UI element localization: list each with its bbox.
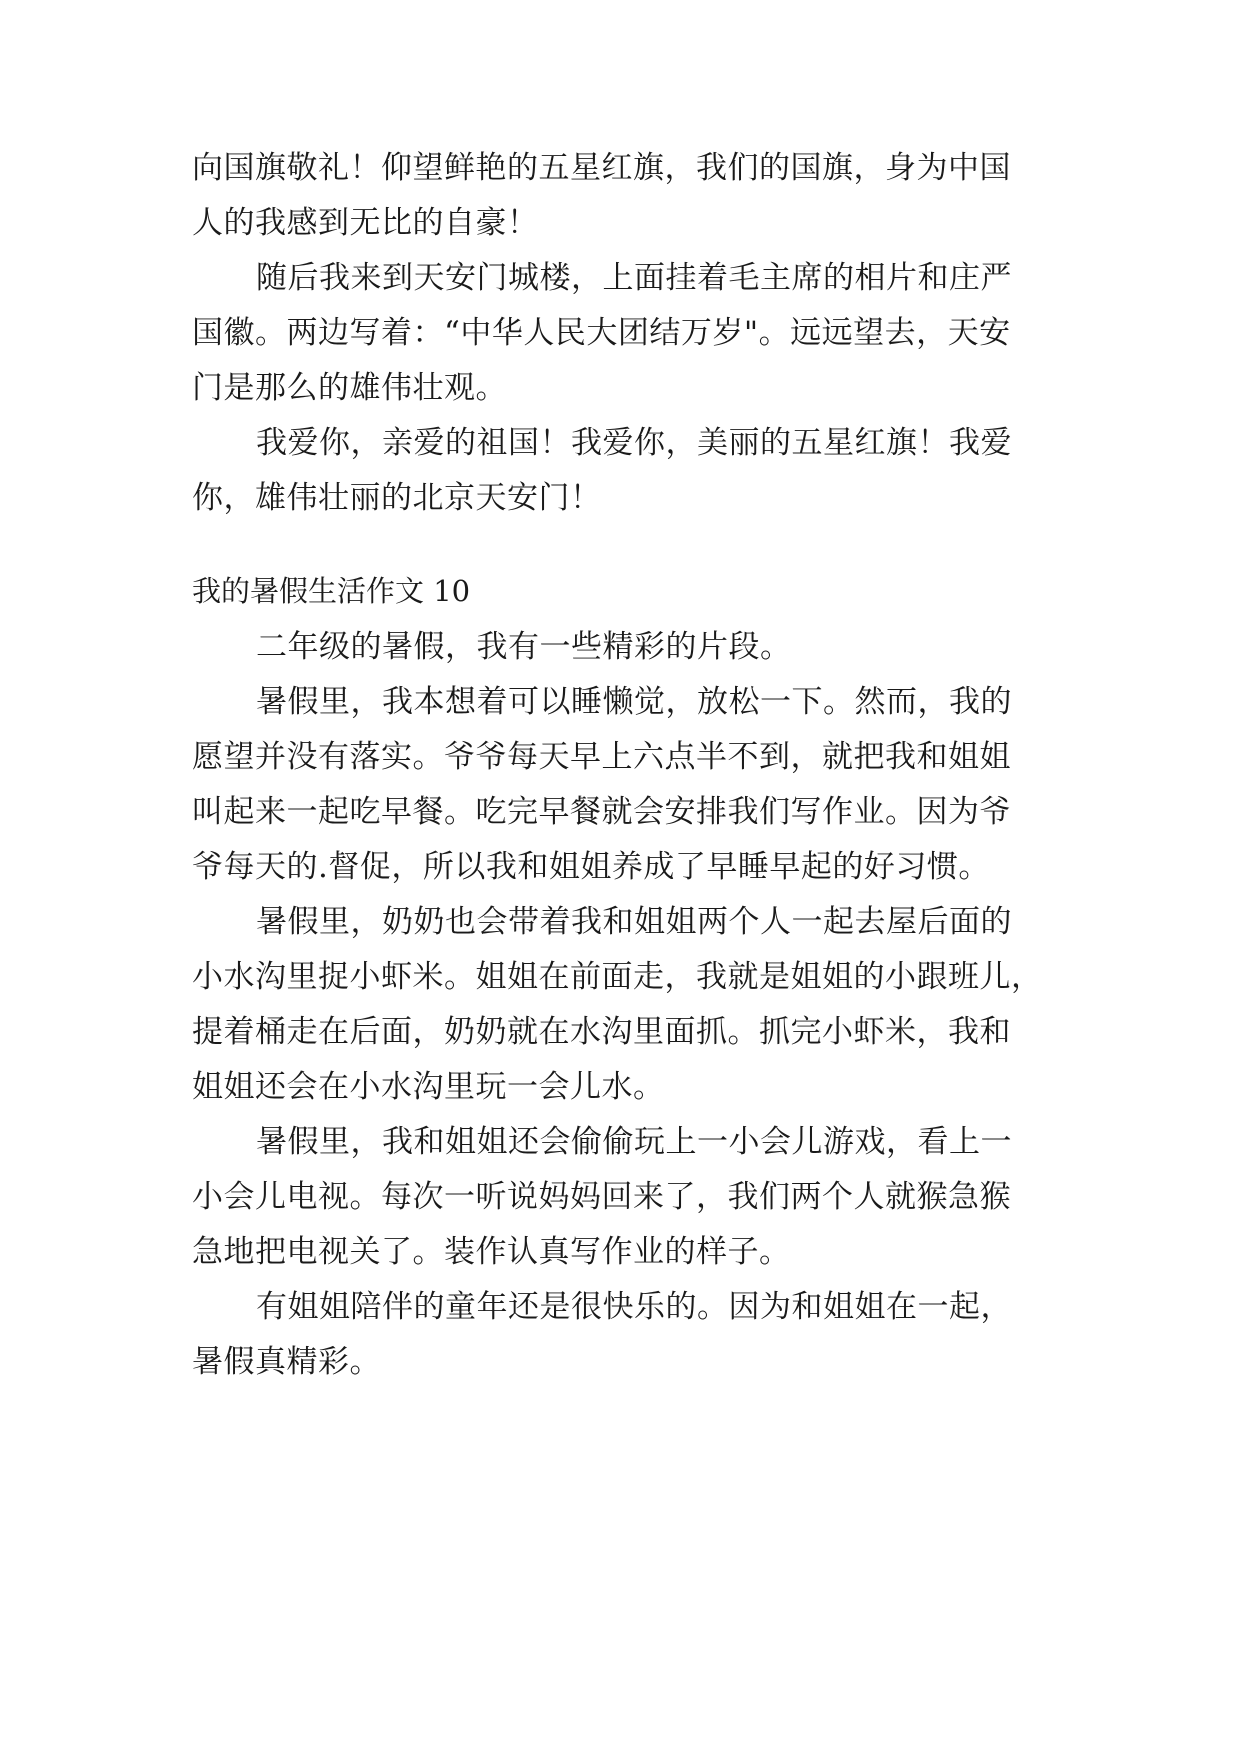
text-line: 叫起来一起吃早餐。吃完早餐就会安排我们写作业。因为爷	[192, 794, 1011, 830]
text-line: 门是那么的雄伟壮观。	[192, 370, 507, 406]
text-line: 小水沟里捉小虾米。姐姐在前面走，我就是姐姐的小跟班儿，	[192, 959, 1043, 995]
text-line: 你，雄伟壮丽的北京天安门！	[192, 480, 602, 516]
text-line: 人的我感到无比的自豪！	[192, 205, 539, 241]
paragraph-first-line: 二年级的暑假，我有一些精彩的片段。	[256, 629, 792, 665]
text-line: 愿望并没有落实。爷爷每天早上六点半不到，就把我和姐姐	[192, 739, 1011, 775]
text-line: 提着桶走在后面，奶奶就在水沟里面抓。抓完小虾米，我和	[192, 1014, 1011, 1050]
essay-heading: 我的暑假生活作文 10	[192, 574, 471, 608]
text-line: 急地把电视关了。装作认真写作业的样子。	[192, 1234, 791, 1270]
text-line: 国徽。两边写着：“中华人民大团结万岁"。远远望去，天安	[192, 315, 1011, 351]
paragraph-first-line: 有姐姐陪伴的童年还是很快乐的。因为和姐姐在一起，	[256, 1289, 1012, 1325]
paragraph-first-line: 暑假里，我本想着可以睡懒觉，放松一下。然而，我的	[256, 684, 1012, 720]
paragraph-first-line: 暑假里，我和姐姐还会偷偷玩上一小会儿游戏，看上一	[256, 1124, 1012, 1160]
paragraph-first-line: 暑假里，奶奶也会带着我和姐姐两个人一起去屋后面的	[256, 904, 1012, 940]
text-line: 向国旗敬礼！仰望鲜艳的五星红旗，我们的国旗，身为中国	[192, 150, 1011, 186]
text-line: 暑假真精彩。	[192, 1344, 381, 1380]
text-line: 小会儿电视。每次一听说妈妈回来了，我们两个人就猴急猴	[192, 1179, 1011, 1215]
paragraph-first-line: 随后我来到天安门城楼，上面挂着毛主席的相片和庄严	[256, 260, 1012, 296]
text-line: 姐姐还会在小水沟里玩一会儿水。	[192, 1069, 665, 1105]
text-line: 爷每天的.督促，所以我和姐姐养成了早睡早起的好习惯。	[192, 849, 990, 885]
paragraph-first-line: 我爱你，亲爱的祖国！我爱你，美丽的五星红旗！我爱	[256, 425, 1012, 461]
